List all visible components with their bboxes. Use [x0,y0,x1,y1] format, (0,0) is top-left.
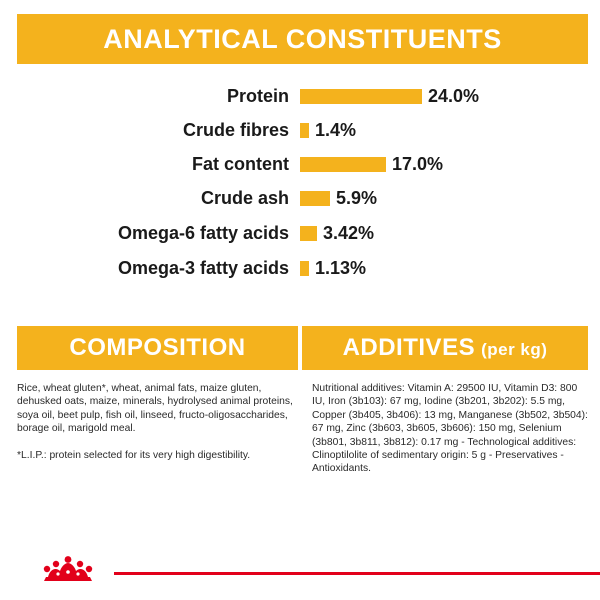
bar-label: Crude ash [200,188,289,208]
composition-text: Rice, wheat gluten*, wheat, animal fats, maize gluten, dehusked oats, maize, minerals, hydrolysed animal proteins, soya oil, beet pulp, fish oil, linseed, fructo-oligosaccharides, borage oil, marigold meal. [17,383,293,435]
bar [300,123,309,138]
bar-value-label: 5.9% [336,188,378,208]
bar [300,226,317,241]
analytical-constituents-heading: ANALYTICAL CONSTITUENTS [17,14,588,64]
bar-label: Omega-6 fatty acids [117,223,289,243]
brand-red-line [114,572,600,575]
bar-value-label: 3.42% [323,223,375,243]
chart-row [0,116,600,144]
chart-row [0,82,600,110]
bar-value-label: 1.13% [315,258,367,278]
bar [300,261,309,276]
additives-text: Nutritional additives: Vitamin A: 29500 IU, Vitamin D3: 800 IU, Iron (3b103): 67 mg, Iodine (3b201, 3b202): 5.5 mg, Copper (3b405, 3b406): 13 mg, Manganese (3b502, 3b504): 67 mg, Zinc (3b603, 3b605, 3b606): 150 mg, Selenium (3b801, 3b811, 3b812): 0.17 mg - Technological additives: Clinoptilolite of sedimentary origin: 5 g - Preservatives - Antioxidants. [312,383,588,475]
additives-heading-label: ADDITIVES [342,334,476,361]
bar-label: Protein [226,86,289,106]
chart-row [0,184,600,212]
bar [300,89,422,104]
analytical-constituents-chart [0,78,600,290]
chart-row [0,219,600,247]
bar-value-label: 17.0% [392,154,444,174]
bar-value-label: 1.4% [315,120,357,140]
composition-footnote: *L.I.P.: protein selected for its very high digestibility. [17,450,251,461]
chart-row [0,254,600,282]
additives-heading-unit: (per kg) [481,340,548,359]
bar-label: Omega-3 fatty acids [117,258,289,278]
additives-heading [302,326,588,370]
crown-icon [38,555,98,585]
bar [300,157,386,172]
composition-heading: COMPOSITION [17,326,298,370]
bar-value-label: 24.0% [428,86,480,106]
bar-label: Fat content [192,154,289,174]
bar-label: Crude fibres [182,120,289,140]
bar [300,191,330,206]
chart-row [0,150,600,178]
